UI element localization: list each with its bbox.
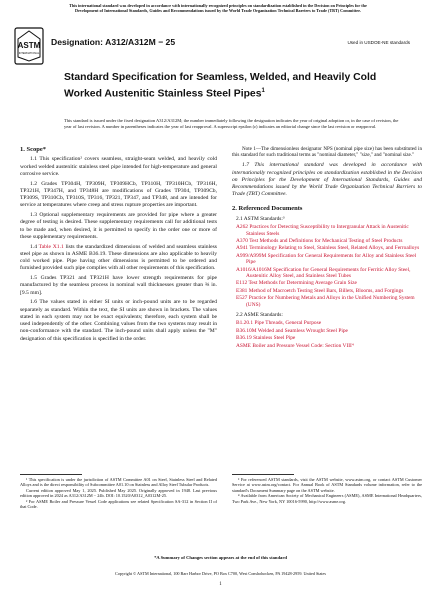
used-in-note: Used in USDOE-NE standards: [347, 40, 410, 45]
reference-title[interactable]: Practices for Detecting Susceptibility to Intergranular Attack in Austenitic Stainless Steels: [246, 224, 409, 237]
footnote: ³ For referenced ASTM standards, visit the ASTM website, www.astm.org, or contact ASTM Customer Service at www.astm.org/contact. For Annual Book of ASTM Standards volume information, refer to the standard's Document Summary page on the ASTM website.: [232, 477, 422, 493]
reference-code[interactable]: B36.10M: [236, 327, 257, 334]
reference-item[interactable]: [232, 224, 422, 237]
astm-logo-icon: [14, 27, 44, 65]
referenced-documents-heading: 2. Referenced Documents: [232, 204, 303, 212]
title-text: Standard Specification for Seamless, Welded, and Heavily Cold Worked Austenitic Stainless Steel Pipes: [64, 72, 377, 100]
scope-heading: 1. Scope*: [20, 146, 46, 153]
footnotes-left: [20, 477, 217, 510]
svg-text:INTERNATIONAL: INTERNATIONAL: [18, 52, 40, 55]
reference-title[interactable]: Specification for General Requirements for Alloy and Stainless Steel Pipe: [246, 252, 417, 266]
reference-code[interactable]: A262: [236, 224, 248, 231]
reference-item[interactable]: [232, 335, 422, 341]
asme-reference-list: [232, 320, 422, 349]
svg-text:ASTM: ASTM: [17, 41, 41, 50]
footnote-divider: [232, 474, 294, 475]
reference-code[interactable]: A941: [236, 245, 248, 252]
footnotes-right: [232, 477, 422, 504]
reference-title[interactable]: Test Methods and Definitions for Mechanical Testing of Steel Products: [249, 237, 403, 244]
left-column: [20, 146, 217, 345]
note-1: Note 1—The dimensionless designator NPS (nominal pipe size) has been substituted in this standard for such traditional terms as "nominal diameter," "size," and "nominal size.": [232, 146, 422, 159]
reference-title[interactable]: Method of Macroetch Testing Steel Bars, Billets, Blooms, and Forgings: [248, 287, 404, 294]
section-1-5: 1.5 Grades TP321 and TP321H have lower strength requirements for pipe manufactured by the seamless process in nominal wall thicknesses greater than ⅜ in. [9.5 mm].: [20, 275, 217, 296]
footnote: Current edition approved May 1, 2025. Published May 2025. Originally approved in 1948. Last previous edition approved in 2024 as A312/A312M − 24b. DOI: 10.1520/A0312_A0312M-25.: [20, 487, 217, 499]
reference-item[interactable]: [232, 238, 422, 244]
astm-standards-subheading: 2.1 ASTM Standards:³: [236, 215, 285, 222]
section-1-4-text: lists the standardized dimensions of welded and seamless stainless steel pipe as shown in ASME B36.19. These dimensions are also applicable to heavily cold worked pipe. Pipe having other dimensions is permitted to be ordered and furnished provided such pipe complies with all other requirements of this specification.: [20, 243, 217, 272]
asme-standards-subheading: 2.2 ASME Standards:: [236, 312, 283, 319]
reference-item[interactable]: [232, 295, 422, 308]
footnote: ¹ This specification is under the jurisdiction of ASTM Committee A01 on Steel, Stainless Steel and Related Alloys and is the direct responsibility of Subcommittee A01.10 on Stainless and Alloy Steel Tubular Products.: [20, 477, 217, 488]
title-footnote-ref[interactable]: 1: [261, 87, 265, 94]
reference-title[interactable]: Welded and Seamless Wrought Steel Pipe: [257, 327, 348, 334]
standard-note: This standard is issued under the fixed designation A312/A312M; the number immediately following the designation indicates the year of original adoption or, in the case of revision, the year of last revision. A number in parentheses indicates the year of last reapproval. A superscript epsilon (ε) indicates an editorial change since the last revision or reapproval.: [64, 118, 399, 129]
section-1-4-lead: 1.4: [30, 243, 39, 250]
reference-title[interactable]: Specification for General Requirements for Ferritic Alloy Steel, Austenitic Alloy Steel, and Stainless Steel Tubes: [246, 266, 411, 279]
reference-code[interactable]: A1016/A1016M: [236, 266, 272, 273]
section-1-4: [20, 244, 217, 273]
section-1-1: 1.1 This specification² covers seamless, straight-seam welded, and heavily cold worked welded austenitic stainless steel pipe intended for high-temperature and general corrosive service.: [20, 156, 217, 177]
reference-title[interactable]: Test Methods for Determining Average Grain Size: [248, 280, 357, 287]
section-1-7: 1.7 This international standard was developed in accordance with internationally recognized principles on standardization established in the Decision on Principles for the Development of International Standards, Guides and Recommendations issued by the World Trade Organization Technical Barriers to Trade (TBT) Committee.: [232, 162, 422, 198]
copyright-line: Copyright © ASTM International, 100 Barr Harbor Drive, PO Box C700, West Conshohocken, PA 19428-2959. United States: [115, 571, 326, 576]
footnote-divider: [20, 474, 82, 475]
wto-notice: This international standard was developed in accordance with internationally recognized principles on standardization established in the Decision on Principles for the Development of International Standards, Guides and Recommendations issued by the World Trade Organization Technical Barriers to Trade (TBT) Committee.: [69, 3, 367, 14]
reference-title[interactable]: Stainless Steel Pipe: [253, 335, 296, 342]
reference-item[interactable]: [232, 253, 422, 266]
section-1-2: 1.2 Grades TP304H, TP309H, TP309HCb, TP310H, TP310HCb, TP316H, TP321H, TP347H, and TP348H are modifications of Grades TP304, TP309Cb, TP309S, TP310Cb, TP310S, TP316, TP321, TP347, and TP348, and are intended for service at temperatures where creep and stress rupture properties are important.: [20, 180, 217, 209]
section-1-6: 1.6 The values stated in either SI units or inch-pound units are to be regarded separately as standard. Within the text, the SI units are shown in brackets. The values stated in each system may not be exact equivalents; therefore, each system shall be used independently of the other. Combining values from the two systems may result in non-conformance with the standard. The inch-pound units shall apply unless the "M" designation of this specification is specified in the order.: [20, 299, 217, 342]
reference-item[interactable]: [232, 343, 422, 349]
reference-code[interactable]: E381: [236, 287, 248, 294]
footnote: ⁴ Available from American Society of Mechanical Engineers (ASME), ASME International Headquarters, Two Park Ave., New York, NY 10016-5990, http://www.asme.org.: [232, 493, 422, 504]
reference-title[interactable]: : Section VIII⁴: [322, 342, 354, 349]
designation: Designation: A312/A312M − 25: [51, 37, 176, 47]
reference-code[interactable]: B1.20.1: [236, 320, 254, 327]
reference-code[interactable]: E112: [236, 280, 248, 287]
page-number: 1: [219, 582, 222, 587]
footnote: ² For ASME Boiler and Pressure Vessel Code applications see related Specification SA-312 in Section II of that Code.: [20, 498, 217, 510]
section-1-3: 1.3 Optional supplementary requirements are provided for pipe where a greater degree of testing is desired. These supplementary requirements call for additional tests to be made and, when desired, it is permitted to specify in the order one or more of these supplementary requirements.: [20, 212, 217, 240]
reference-code[interactable]: A999/A999M: [236, 252, 267, 259]
document-title: [64, 72, 384, 101]
summary-of-changes-note: *A Summary of Changes section appears at the end of this standard: [154, 555, 287, 560]
table-x1-1-link[interactable]: Table X1.1: [38, 243, 64, 250]
reference-item[interactable]: [232, 245, 422, 251]
reference-item[interactable]: [232, 267, 422, 280]
reference-title[interactable]: Pipe Threads, General Purpose: [254, 320, 322, 327]
reference-code[interactable]: E527: [236, 295, 248, 302]
reference-item[interactable]: [232, 320, 422, 326]
right-column: [232, 146, 422, 350]
reference-item[interactable]: [232, 328, 422, 334]
reference-title[interactable]: Practice for Numbering Metals and Alloys in the Unified Numbering System (UNS): [246, 295, 415, 308]
reference-item[interactable]: [232, 280, 422, 286]
astm-reference-list: [232, 224, 422, 308]
reference-code[interactable]: B36.19: [236, 335, 252, 342]
reference-item[interactable]: [232, 288, 422, 294]
reference-title[interactable]: Terminology Relating to Steel, Stainless Steel, Related Alloys, and Ferroalloys: [249, 245, 420, 252]
reference-code[interactable]: ASME Boiler and Pressure Vessel Code: [236, 342, 323, 349]
reference-code[interactable]: A370: [236, 237, 248, 244]
